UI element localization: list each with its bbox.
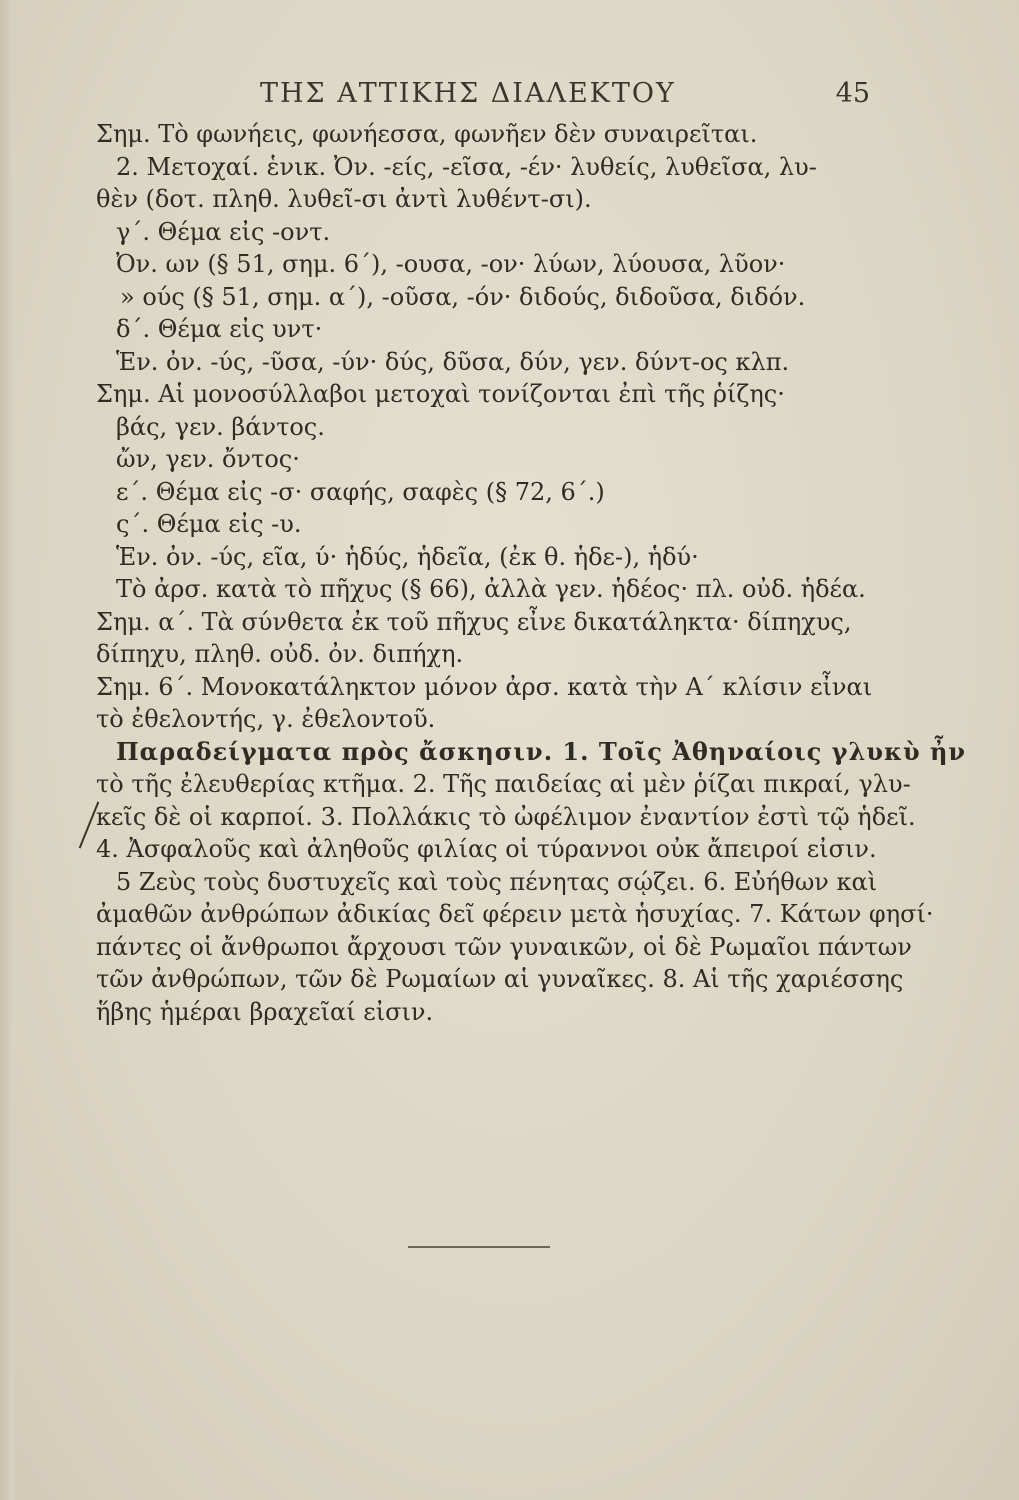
text-line: βάς, γεν. βάντος. — [116, 412, 325, 441]
exercises-heading: Παραδείγματα πρὸς ἄσκησιν. 1. Τοῖς Ἀθηναίοις γλυκὺ ἦν — [116, 736, 967, 766]
text-line: ε΄. Θέμα εἰς -σ· σαφής, σαφὲς (§ 72, 6΄.) — [116, 477, 605, 506]
text-line: Τὸ ἀρσ. κατὰ τὸ πῆχυς (§ 66), ἀλλὰ γεν. ἡδέος· πλ. οὐδ. ἡδέα. — [116, 575, 866, 603]
text-line: τὸ τῆς ἐλευθερίας κτῆμα. 2. Τῆς παιδείας αἱ μὲν ῥίζαι πικραί, γλυ- — [96, 770, 911, 798]
text-line: ἀμαθῶν ἀνθρώπων ἀδικίας δεῖ φέρειν μετὰ ἡσυχίας. 7. Κάτων φησί· — [96, 900, 934, 928]
page-edge — [0, 0, 14, 1500]
page-header — [160, 78, 870, 112]
running-title: ΤΗΣ ΑΤΤΙΚΗΣ ΔΙΑΛΕΚΤΟΥ — [260, 78, 676, 109]
text-line: ὤν, γεν. ὄντος· — [116, 445, 300, 473]
text-line: δίπηχυ, πληθ. οὐδ. ὀν. διπήχη. — [96, 640, 464, 668]
text-line: γ΄. Θέμα εἰς -οντ. — [116, 217, 331, 246]
text-line: Σημ. α΄. Τὰ σύνθετα ἐκ τοῦ πῆχυς εἶνε δικατάληκτα· δίπηχυς, — [96, 607, 852, 636]
text-line: πάντες οἱ ἄνθρωποι ἄρχουσι τῶν γυναικῶν, οἱ δὲ Ρωμαῖοι πάντων — [96, 932, 912, 961]
text-line: Σημ. Αἱ μονοσύλλαβοι μετοχαὶ τονίζονται ἐπὶ τῆς ῥίζης· — [96, 380, 785, 408]
text-line: 5 Ζεὺς τοὺς δυστυχεῖς καὶ τοὺς πένητας σῴζει. 6. Εὐήθων καὶ — [116, 867, 878, 896]
text-line: τὸ ἐθελοντής, γ. ἐθελοντοῦ. — [96, 705, 436, 733]
text-line: ς΄. Θέμα εἰς -υ. — [116, 510, 302, 538]
text-line: 2. Μετοχαί. ἑνικ. Ὀν. -είς, -εῖσα, -έν· λυθείς, λυθεῖσα, λυ- — [116, 152, 817, 181]
end-rule — [408, 1246, 550, 1248]
text-line: ἥβης ἡμέραι βραχεῖαί εἰσιν. — [96, 997, 434, 1026]
body-text — [96, 118, 967, 1028]
page-number: 45 — [835, 78, 870, 109]
text-line: κεῖς δὲ οἱ καρποί. 3. Πολλάκις τὸ ὠφέλιμον ἐναντίον ἐστὶ τῷ ἡδεῖ. — [96, 802, 916, 831]
text-line: Ὀν. ων (§ 51, σημ. 6΄), -ουσα, -ον· λύων, λύουσα, λῦον· — [116, 250, 786, 278]
text-line: Ἑν. ὀν. -ύς, -ῦσα, -ύν· δύς, δῦσα, δύν, γεν. δύντ-ος κλπ. — [116, 347, 790, 376]
text-line: Σημ. Τὸ φωνήεις, φωνήεσσα, φωνῆεν δὲν συναιρεῖται. — [96, 120, 758, 148]
text-line: 4. Ἀσφαλοῦς καὶ ἀληθοῦς φιλίας οἱ τύραννοι οὐκ ἄπειροί εἰσιν. — [96, 835, 877, 863]
text-line: τῶν ἀνθρώπων, τῶν δὲ Ρωμαίων αἱ γυναῖκες. 8. Αἱ τῆς χαριέσσης — [96, 965, 904, 993]
text-line: δ΄. Θέμα εἰς υντ· — [116, 315, 323, 343]
text-line: θὲν (δοτ. πληθ. λυθεῖ-σι ἀντὶ λυθέντ-σι). — [96, 185, 592, 213]
text-line: » ούς (§ 51, σημ. α΄), -οῦσα, -όν· διδούς, διδοῦσα, διδόν. — [120, 282, 806, 311]
text-line: Σημ. 6΄. Μονοκατάληκτον μόνον ἀρσ. κατὰ τὴν Α΄ κλίσιν εἶναι — [96, 672, 873, 701]
text-line: Ἑν. ὀν. -ύς, εῖα, ύ· ἡδύς, ἡδεῖα, (ἐκ θ. ἡδε-), ἡδύ· — [116, 542, 699, 571]
